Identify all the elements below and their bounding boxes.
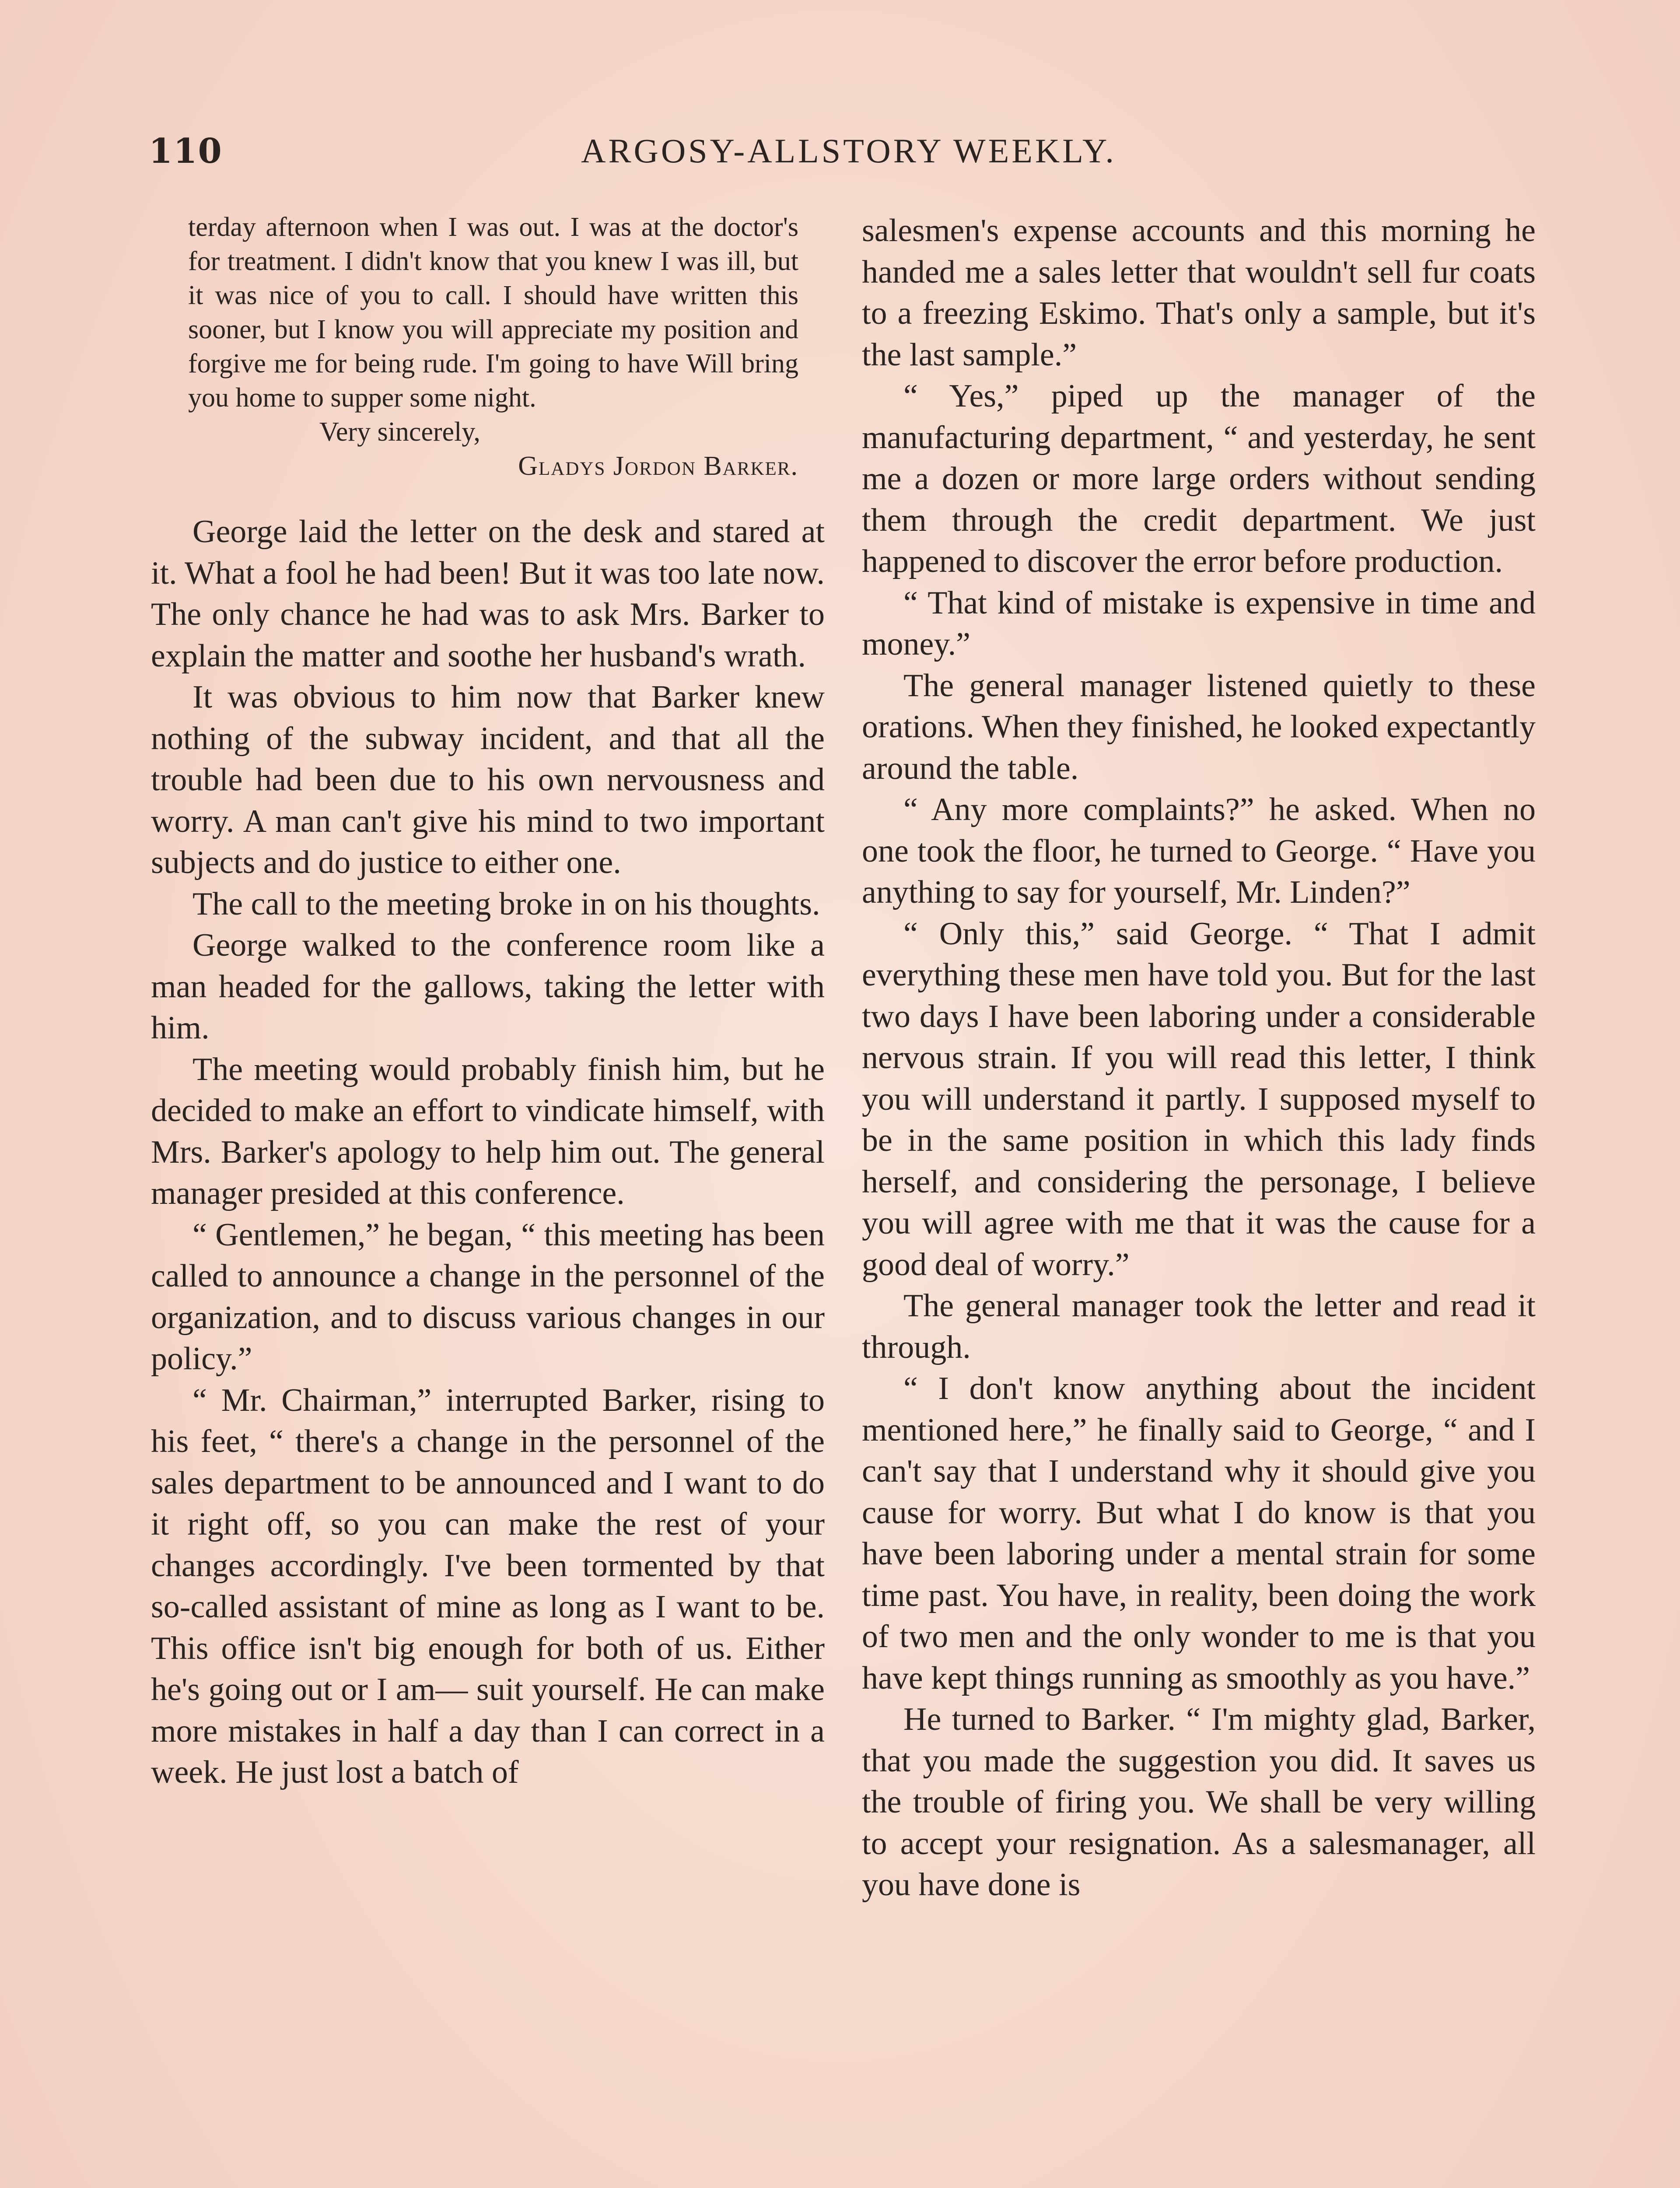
section-gap <box>151 483 825 511</box>
paragraph: It was obvious to him now that Barker knew nothing of the subway incident, and that all the trouble had been due to his own nervousness and worry. A man can't give his mind to two important subjects and do justice to either one. <box>151 679 825 880</box>
letter-signature: Gladys Jordon Barker. <box>518 451 798 481</box>
paragraph: “ Yes,” piped up the manager of the manufacturing department, “ and yesterday, he sent me a dozen or more large orders without sending them through the credit department. We just happened to discover the error before production. <box>862 378 1536 579</box>
page-number: 110 <box>149 131 223 171</box>
letter-closing <box>188 415 798 483</box>
right-column <box>862 210 1536 1906</box>
paragraph: “ Only this,” said George. “ That I admit everything these men have told you. But for the last two days I have been laboring under a considerable nervous strain. If you will read this letter, I think you will understand it partly. I supposed myself to be in the same position in which this lady finds herself, and considering the personage, I believe you will agree with me that it was the cause for a good deal of worry.” <box>862 915 1536 1283</box>
letter-paragraph: terday afternoon when I was out. I was at the doctor's for treatment. I didn't know that you knew I was ill, but it was nice of you to call. I should have written this sooner, but I know you will appreciate my position and forgive me for being rude. I'm going to have Will bring you home to supper some night. <box>188 212 798 413</box>
paragraph: “ I don't know anything about the incident mentioned here,” he finally said to George, “ and I can't say that I understand why it should give you cause for worry. But what I do know is that you have been laboring under a mental strain for some time past. You have, in reality, been doing the work of two men and the only wonder to me is that you have kept things running as smoothly as you have.” <box>862 1371 1536 1696</box>
paragraph: “ Gentlemen,” he began, “ this meeting has been called to announce a change in the personnel of the organization, and to discuss various changes in our policy.” <box>151 1217 825 1377</box>
paragraph: He turned to Barker. “ I'm mighty glad, Barker, that you made the suggestion you did. It saves us the trouble of firing you. We shall be very willing to accept your resignation. As a salesmanager, all you have done is <box>862 1701 1536 1903</box>
paragraph: “ That kind of mistake is expensive in time and money.” <box>862 585 1536 662</box>
left-body-text <box>151 511 825 1793</box>
paragraph: The general manager took the letter and read it through. <box>862 1288 1536 1365</box>
paragraph: “ Any more complaints?” he asked. When no one took the floor, he turned to George. “ Have you anything to say for yourself, Mr. Linden?” <box>862 792 1536 910</box>
paragraph: The meeting would probably finish him, but he decided to make an effort to vindicate himself, with Mrs. Barker's apology to help him out. The general manager presided at this conference. <box>151 1051 825 1211</box>
paragraph: The call to the meeting broke in on his thoughts. <box>192 886 820 922</box>
letter-text <box>188 210 798 415</box>
right-body-text <box>862 210 1536 1906</box>
paragraph: “ Mr. Chairman,” interrupted Barker, rising to his feet, “ there's a change in the personnel of the sales department to be announced and I want to do it right off, so you can make the rest of your changes accordingly. I've been tormented by that so-called assistant of mine as long as I want to be. This office isn't big enough for both of us. Either he's going out or I am— suit yourself. He can make more mistakes in half a day than I can correct in a week. He just lost a batch of <box>151 1382 825 1790</box>
paragraph: George walked to the conference room like a man headed for the gallows, taking the letter with him. <box>151 927 825 1046</box>
paragraph: The general manager listened quietly to these orations. When they finished, he looked expectantly around the table. <box>862 667 1536 786</box>
paragraph: George laid the letter on the desk and stared at it. What a fool he had been! But it was too late now. The only chance he had was to ask Mrs. Barker to explain the matter and soothe her husband's wrath. <box>151 514 825 674</box>
left-column <box>151 210 825 1793</box>
page-header <box>149 131 1549 179</box>
running-head: ARGOSY-ALLSTORY WEEKLY. <box>581 132 1116 170</box>
letter-valediction: Very sincerely, <box>319 417 480 447</box>
continued-paragraph: salesmen's expense accounts and this morning he handed me a sales letter that wouldn't sell fur coats to a freezing Eskimo. That's only a sample, but it's the last sample.” <box>862 213 1536 373</box>
